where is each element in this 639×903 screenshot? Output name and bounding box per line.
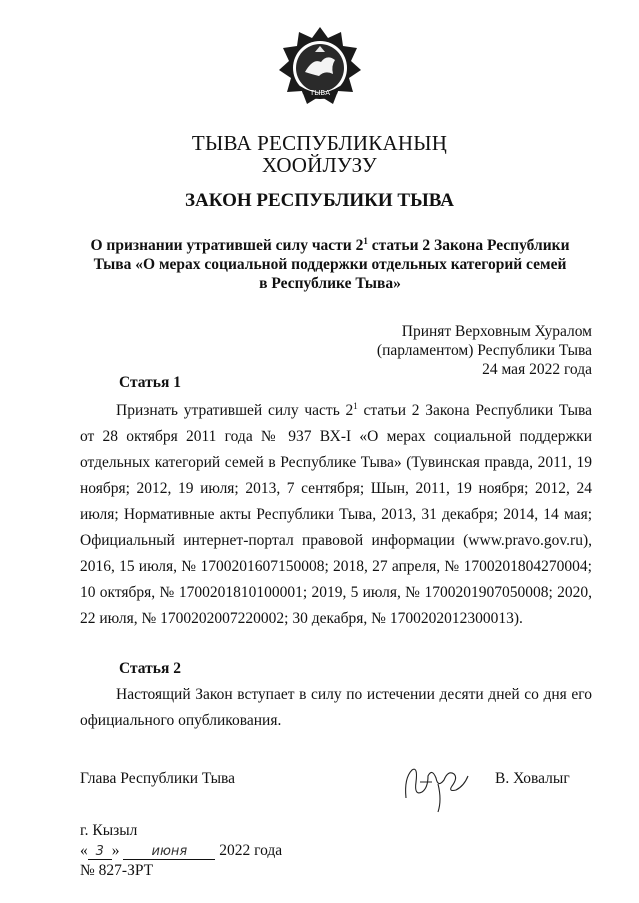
date-day: 3 <box>88 844 112 860</box>
adoption-date: 24 мая 2022 года <box>482 361 592 378</box>
date-open-quote: « <box>80 842 88 859</box>
emblem-text: ТЫВА <box>309 89 331 97</box>
article2-text-body: Настоящий Закон вступает в силу по истечении десяти дней со дня его официального опубликования. <box>80 686 592 729</box>
title-part2: статьи 2 Закона Республики <box>367 237 570 254</box>
adoption-line2: (парламентом) Республики Тыва <box>376 342 592 359</box>
header-line-1: ТЫВА РЕСПУБЛИКАНЫҢ <box>191 131 448 155</box>
law-type-heading: ЗАКОН РЕСПУБЛИКИ ТЫВА <box>185 190 454 211</box>
article1-text-a: Признать утратившей силу часть 2 <box>116 402 354 419</box>
header-line-2: ХООЙЛУЗУ <box>262 153 377 177</box>
tuva-emblem <box>275 24 365 114</box>
adoption-info <box>377 322 592 379</box>
law-title <box>80 236 580 293</box>
article2-heading: Статья 2 <box>119 660 181 677</box>
city: г. Кызыл <box>80 822 138 839</box>
article1-text <box>80 398 592 632</box>
handwritten-signature <box>398 748 478 818</box>
signing-date <box>80 842 282 860</box>
title-line3: в Республике Тыва» <box>259 275 401 292</box>
adoption-line1: Принят Верховным Хуралом <box>401 323 592 340</box>
article1-text-b: статьи 2 Закона Республики Тыва от 28 октября 2011 года № 937 ВХ-I «О мерах социальной поддержки отдельных категорий семей в Республике Тыва» (Тувинская правда, 2011, 19 ноября; 2012, 19 июля; 2013, 7 сентября; Шын, 2011, 19 ноября; 2012, 24 июля; Нормативные акты Республики Тыва, 2013, 31 декабря; 2014, 14 мая; Официальный интернет-портал правовой информации (www.pravo.gov.ru), 2016, 15 июля, № 1700201607150008; 2018, 27 апреля, № 1700201804270004; 10 октября, № 1700201810100001; 2019, 5 июля, № 1700201907050008; 2020, 22 июля, № 1700202007220002; 30 декабря, № 1700202012300013). <box>80 402 592 627</box>
law-number: № 827-ЗРТ <box>80 862 154 879</box>
article1-heading: Статья 1 <box>119 374 181 391</box>
article1-sup: 1 <box>353 400 358 411</box>
date-year: 2022 года <box>219 842 283 859</box>
title-sup: 1 <box>363 235 368 246</box>
title-line2: Тыва «О мерах социальной поддержки отдельных категорий семей <box>93 256 567 273</box>
title-part1: О признании утратившей силу части 2 <box>90 237 364 254</box>
date-close-quote: » <box>111 842 120 859</box>
date-month: июня <box>123 844 215 860</box>
article2-text <box>80 682 592 734</box>
signatory-position: Глава Республики Тыва <box>80 770 236 787</box>
signatory-name: В. Ховалыг <box>495 770 570 787</box>
